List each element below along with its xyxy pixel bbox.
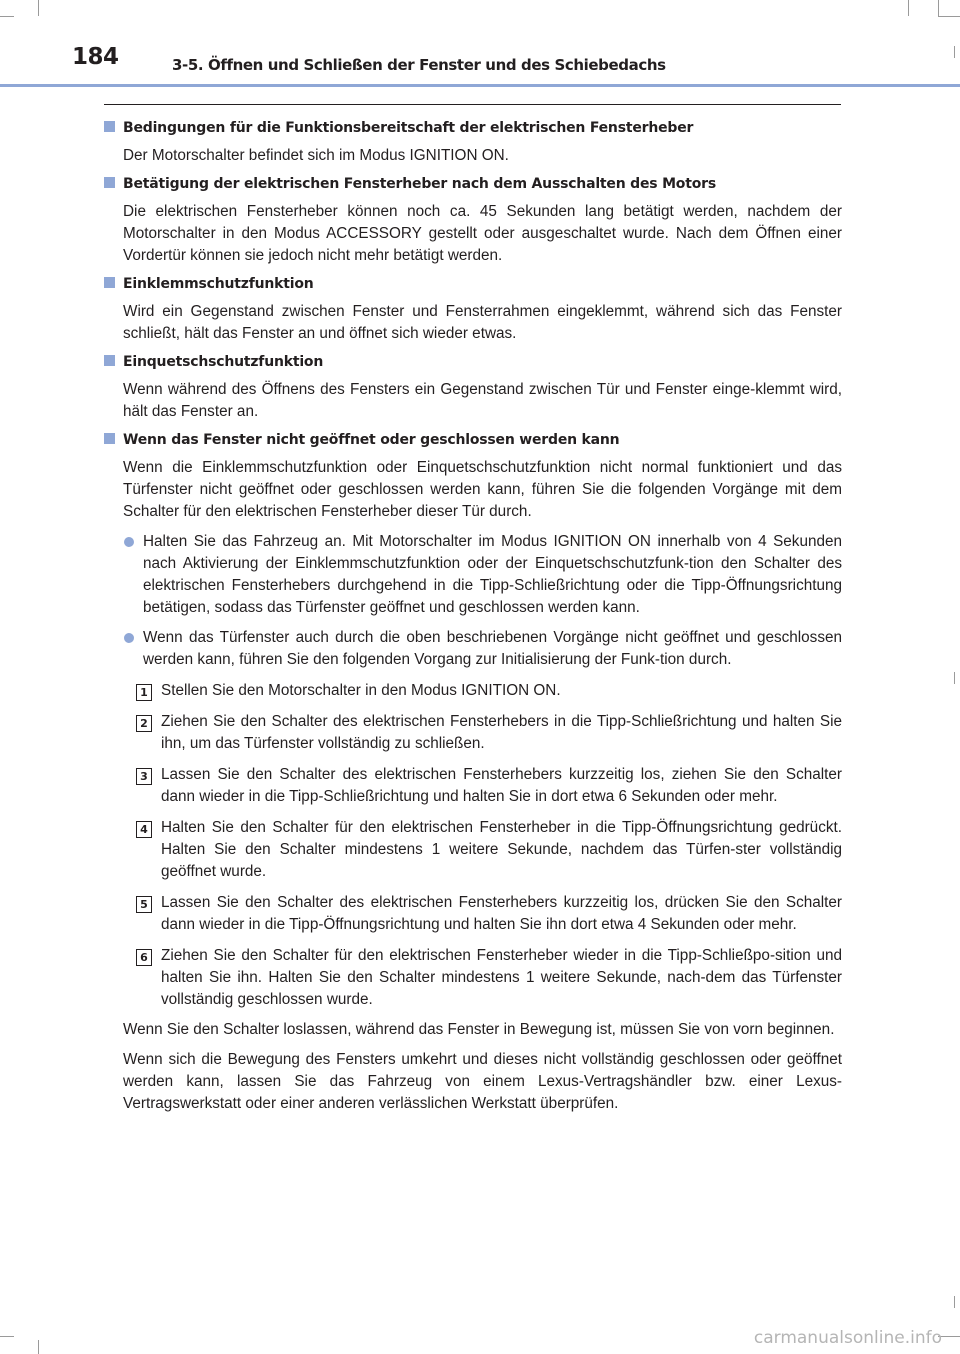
section-title: Wenn das Fenster nicht geöffnet oder geschlossen werden kann <box>123 432 620 448</box>
square-bullet-icon <box>104 277 115 288</box>
step-item <box>104 680 842 702</box>
section-catch-protection <box>104 351 842 423</box>
list-item: Wenn das Türfenster auch durch die oben beschriebenen Vorgänge nicht geöffnet und geschlossen werden kann, führen Sie den folgenden Vorgang zur Initialisierung der Funk-tion durch. <box>104 627 842 671</box>
section-title: Betätigung der elektrischen Fensterheber nach dem Ausschalten des Motors <box>123 176 716 192</box>
step-text: Lassen Sie den Schalter des elektrischen Fensterhebers kurzzeitig los, drücken Sie den Schalter dann wieder in die Tipp-Öffnungsrichtung und halten Sie ihn dort etwa 4 Sekunden oder mehr. <box>161 894 842 933</box>
section-title: Einquetschschutzfunktion <box>123 354 324 370</box>
square-bullet-icon <box>104 355 115 366</box>
section-body: Wenn während des Öffnens des Fensters ein Gegenstand zwischen Tür und Fenster einge-klemmt wird, hält das Fenster an. <box>123 381 842 420</box>
section-title: Bedingungen für die Funktionsbereitschaft der elektrischen Fensterheber <box>123 120 694 136</box>
step-number: 4 <box>136 821 152 838</box>
section-conditions <box>104 117 842 167</box>
step-text: Ziehen Sie den Schalter des elektrischen Fensterhebers in die Tipp-Schließrichtung und halten Sie ihn, um das Türfenster vollständig zu schließen. <box>161 713 842 752</box>
chapter-title: 3-5. Öffnen und Schließen der Fenster und des Schiebedachs <box>172 56 666 74</box>
step-text: Ziehen Sie den Schalter für den elektrischen Fensterheber wieder in die Tipp-Schließpo-sition und halten Sie ihn. Halten Sie den Schalter mindestens 1 weitere Sekunde, nach-dem das Türfenster vollständig geschlossen wurde. <box>161 947 842 1008</box>
section-body: Die elektrischen Fensterheber können noch ca. 45 Sekunden lang betätigt werden, nachdem der Motorschalter in den Modus ACCESSORY gestellt oder ausgeschaltet wurde. Nach dem Öffnen einer Vordertür können sie jedoch nicht mehr betätigt werden. <box>123 203 842 264</box>
step-text: Lassen Sie den Schalter des elektrischen Fensterhebers kurzzeitig los, ziehen Sie den Schalter dann wieder in die Tipp-Schließrichtung und halten Sie in dort etwa 6 Sekunden oder mehr. <box>161 766 842 805</box>
list-item: Halten Sie das Fahrzeug an. Mit Motorschalter im Modus IGNITION ON innerhalb von 4 Sekunden nach Aktivierung der Einklemmschutzfunktion oder der Einquetschschutzfunk-tion den Schalter des elektrischen Fensterhebers durchgehend in die Tipp-Schließrichtung oder die Tipp-Öffnungsrichtung betätigen, sodass das Türfenster geöffnet und geschlossen werden kann. <box>104 531 842 619</box>
page-content <box>104 117 842 1121</box>
step-item <box>104 764 842 808</box>
step-number: 5 <box>136 896 152 913</box>
step-item <box>104 817 842 883</box>
crop-mark <box>38 1340 39 1354</box>
section-body: Wenn die Einklemmschutzfunktion oder Einquetschschutzfunktion nicht normal funktioniert und das Türfenster nicht geöffnet oder geschlossen werden kann, führen Sie die folgenden Vorgänge mit dem Schalter für den elektrischen Fensterheber dieser Tür durch. <box>123 459 842 520</box>
step-text: Stellen Sie den Motorschalter in den Modus IGNITION ON. <box>161 682 561 699</box>
section-title: Einklemmschutzfunktion <box>123 276 314 292</box>
square-bullet-icon <box>104 177 115 188</box>
crop-mark <box>954 672 955 684</box>
step-item <box>104 945 842 1011</box>
page-number: 184 <box>72 44 119 70</box>
content-divider <box>104 104 841 105</box>
step-number: 6 <box>136 949 152 966</box>
square-bullet-icon <box>104 121 115 132</box>
step-item <box>104 892 842 936</box>
page-header <box>0 0 960 88</box>
round-bullet-icon <box>124 537 134 547</box>
crop-mark <box>0 1336 14 1337</box>
header-rule <box>0 84 960 87</box>
section-body: Der Motorschalter befindet sich im Modus IGNITION ON. <box>123 147 509 164</box>
step-text: Halten Sie den Schalter für den elektrischen Fensterheber in die Tipp-Öffnungsrichtung gedrückt. Halten Sie den Schalter mindestens 1 weitere Sekunde, nachdem das Türfen-ster vollständig geöffnet wurde. <box>161 819 842 880</box>
step-number: 3 <box>136 768 152 785</box>
round-bullet-icon <box>124 633 134 643</box>
section-jam-protection <box>104 273 842 345</box>
step-number: 1 <box>136 684 152 701</box>
square-bullet-icon <box>104 433 115 444</box>
crop-mark <box>954 1296 955 1308</box>
watermark: carmanualsonline.info <box>753 1328 942 1348</box>
step-number: 2 <box>136 715 152 732</box>
section-body: Wird ein Gegenstand zwischen Fenster und Fensterrahmen eingeklemmt, während sich das Fenster schließt, hält das Fenster an und öffnet sich wieder etwas. <box>123 303 842 342</box>
closing-paragraph: Wenn Sie den Schalter loslassen, während das Fenster in Bewegung ist, müssen Sie von vorn beginnen. <box>123 1021 835 1038</box>
section-after-engine-off <box>104 173 842 267</box>
section-window-failure <box>104 429 842 1115</box>
step-item <box>104 711 842 755</box>
closing-paragraph: Wenn sich die Bewegung des Fensters umkehrt und dieses nicht vollständig geschlossen oder geöffnet werden kann, lassen Sie das Fahrzeug von einem Lexus-Vertragshändler bzw. einer Lexus-Vertragswerkstatt oder einer anderen verlässlichen Werkstatt überprüfen. <box>123 1051 842 1112</box>
